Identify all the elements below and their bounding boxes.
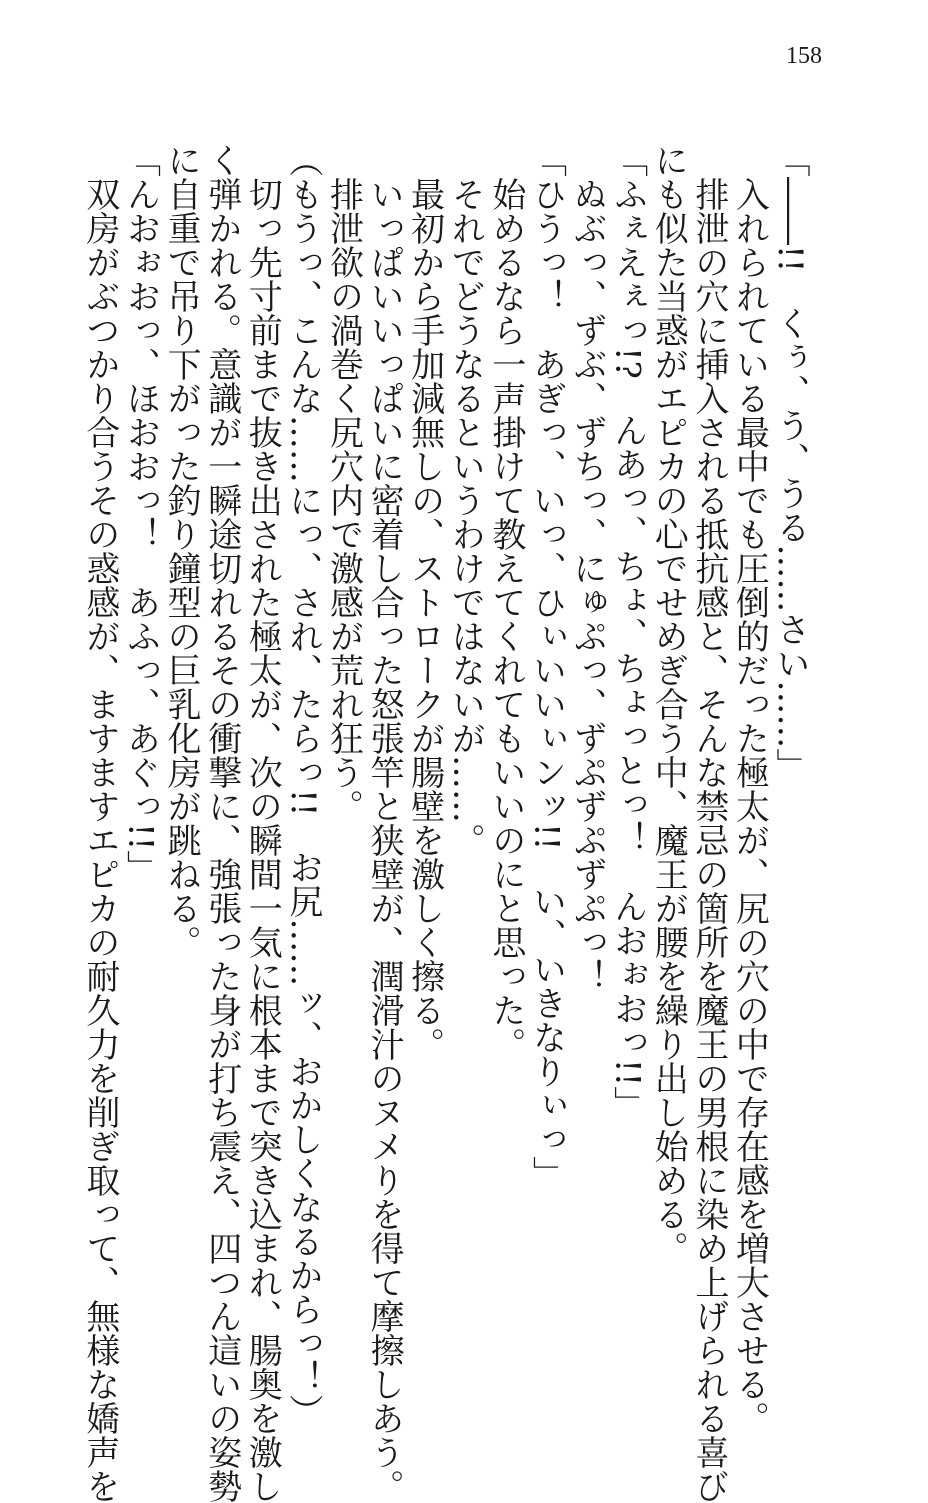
page-number: 158: [786, 43, 822, 69]
text-line: 排泄欲の渦巻く尻穴内で激感が荒れ狂う。: [323, 143, 364, 823]
text-line: 「ふぇえぇっ!? んあっ、ちょ、ちょっとっ！ んおぉおっ!!」: [607, 143, 648, 1121]
text-line: 「ひうっ！ あぎっ、いっ、ひぃいいぃンッ!! い、いきなりぃっ」: [526, 143, 567, 1191]
text-line: に自重で吊り下がった釣り鐘型の巨乳化房が跳ねる。: [161, 143, 202, 959]
text-line: それでどうなるというわけではないが……。: [445, 143, 486, 857]
vertical-text-body: [79, 143, 810, 1503]
text-line: （もうっ、こんな……にっ、され、たらっ!! お尻……ッ、おかしくなるからっ！）: [282, 143, 323, 1429]
text-line: 入れられている最中でも圧倒的だった極太が、尻の穴の中で存在感を増大させる。: [729, 143, 770, 1435]
text-line: 排泄の穴に挿入される抵抗感と、そんな禁忌の箇所を魔王の男根に染め上げられる喜び: [688, 143, 729, 1503]
text-line: 「――!! くぅ、う、うる……さい……」: [770, 143, 810, 783]
text-line: ぬぶっ、ずぶ、ずちっ、にゅぷっ、ずぷずぷずぷっ！: [567, 143, 608, 993]
text-line: 最初から手加減無しの、ストロークが腸壁を激しく擦る。: [404, 143, 445, 1061]
text-line: 双房がぶつかり合うその惑感が、ますますエピカの耐久力を削ぎ取って、無様な嬌声を: [79, 143, 120, 1503]
text-line: く弾かれる。意識が一瞬途切れるその衝撃に、強張った身が打ち震え、四つん這いの姿勢: [201, 143, 242, 1503]
text-line: にも似た当惑がエピカの心でせめぎ合う中、魔王が腰を繰り出し始める。: [648, 143, 689, 1265]
text-line: いっぱいいっぱいに密着し合った怒張竿と狭壁が、潤滑汁のヌメりを得て摩擦しあう。: [364, 143, 405, 1503]
text-line: 「んおぉおっ、ほおおっ！ あふっ、あぐっ!!」: [120, 143, 161, 885]
text-line: 始めるなら一声掛けて教えてくれてもいいのにと思った。: [485, 143, 526, 1061]
text-line: 切っ先寸前まで抜き出された極太が、次の瞬間一気に根本まで突き込まれ、腸奥を激し: [242, 143, 283, 1503]
